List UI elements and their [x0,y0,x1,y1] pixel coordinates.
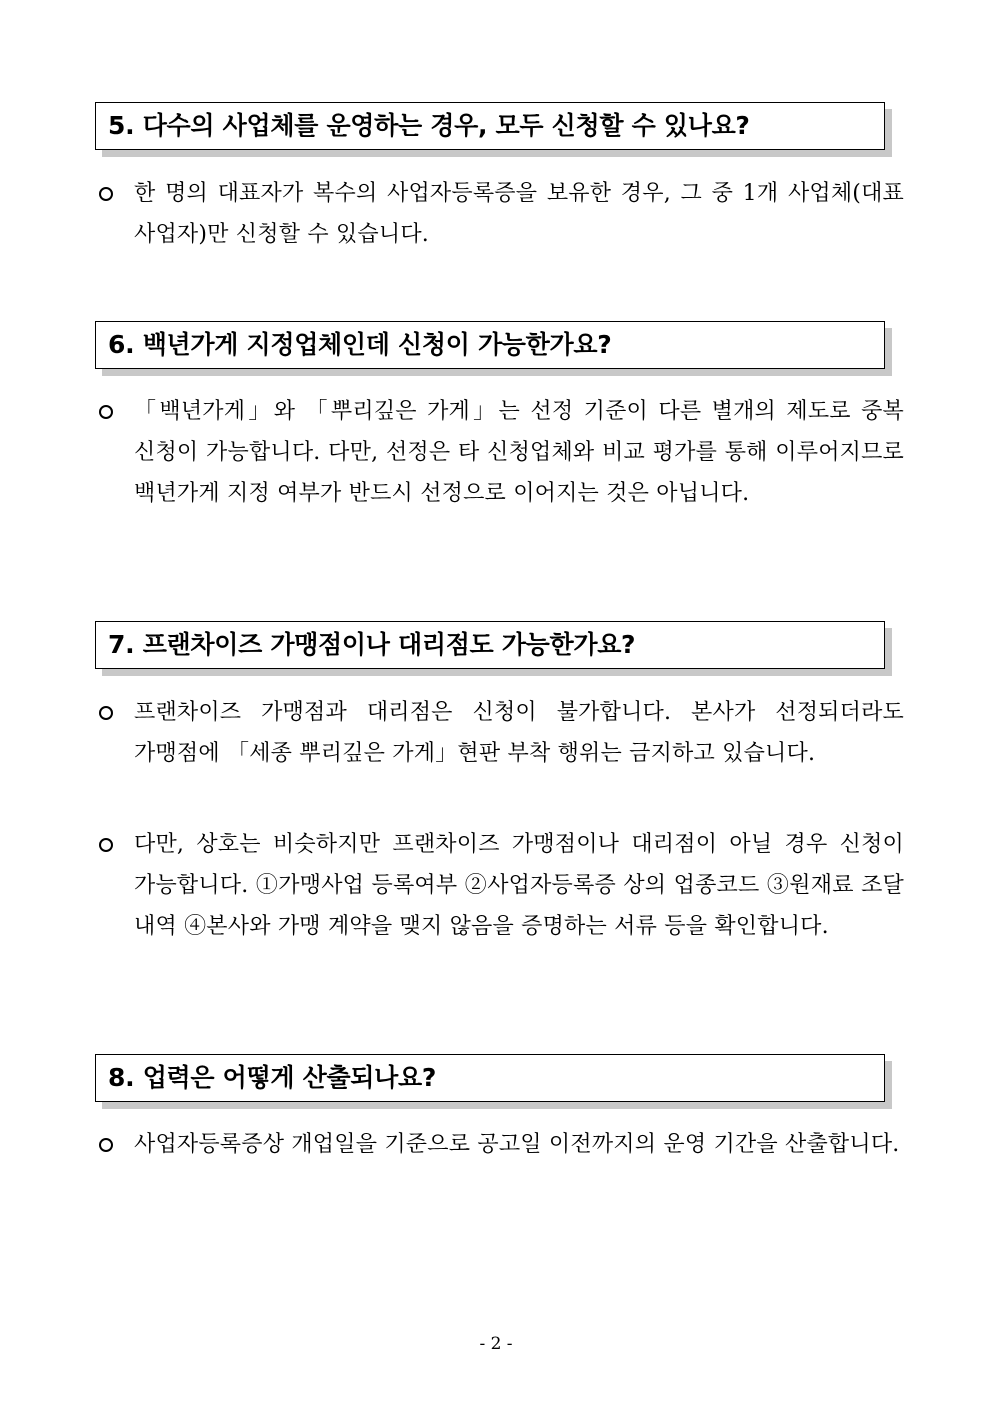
question-title: 6. 백년가게 지정업체인데 신청이 가능한가요? [108,330,612,359]
answer-text: 한 명의 대표자가 복수의 사업자등록증을 보유한 경우, 그 중 1개 사업체(대표 사업자)만 신청할 수 있습니다. [134,181,904,247]
answer-text: 프랜차이즈 가맹점과 대리점은 신청이 불가합니다. 본사가 선정되더라도 가맹점에 「세종 뿌리깊은 가게」현판 부착 행위는 금지하고 있습니다. [134,700,904,766]
answer-text: 다만, 상호는 비슷하지만 프랜차이즈 가맹점이나 대리점이 아닐 경우 신청이 가능합니다. ①가맹사업 등록여부 ②사업자등록증 상의 업종코드 ③원재료 조달 내역 ④본사와 가맹 계약을 맺지 않음을 증명하는 서류 등을 확인합니다. [134,832,904,939]
answer-text: 사업자등록증상 개업일을 기준으로 공고일 이전까지의 운영 기간을 산출합니다. [134,1132,900,1157]
page-number: - 2 - [479,1334,513,1354]
question-box-5 [95,102,885,150]
circle-bullet-icon [99,405,113,419]
circle-bullet-icon [99,706,113,720]
question-box-8 [95,1054,885,1102]
circle-bullet-icon [99,1138,113,1152]
question-title: 8. 업력은 어떻게 산출되나요? [108,1063,437,1092]
question-box-7 [95,621,885,669]
question-box-6 [95,321,885,369]
circle-bullet-icon [99,187,113,201]
question-title: 5. 다수의 사업체를 운영하는 경우, 모두 신청할 수 있나요? [108,111,750,140]
answer-text: 「백년가게」와 「뿌리깊은 가게」는 선정 기준이 다른 별개의 제도로 중복 신청이 가능합니다. 다만, 선정은 타 신청업체와 비교 평가를 통해 이루어지므로 백년가게 지정 여부가 반드시 선정으로 이어지는 것은 아닙니다. [134,399,904,506]
question-title: 7. 프랜차이즈 가맹점이나 대리점도 가능한가요? [108,630,636,659]
circle-bullet-icon [99,838,113,852]
